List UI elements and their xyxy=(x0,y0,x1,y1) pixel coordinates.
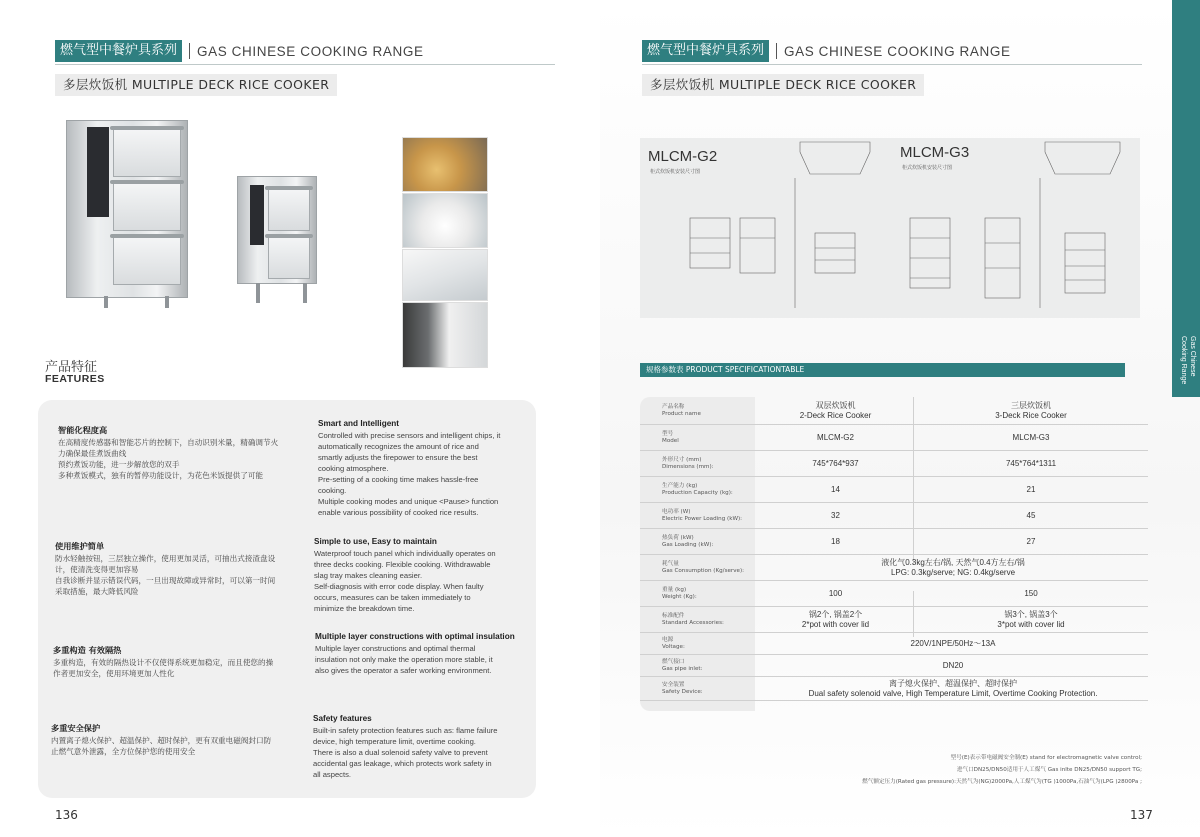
wheat-photo xyxy=(402,137,488,192)
spec-label-cn: 型号 xyxy=(662,430,674,437)
feature-line: 在高精度传感器和智能芯片的控制下，自动识别米量，精确调节火 xyxy=(58,438,279,447)
spec-row xyxy=(640,607,1148,633)
section-header xyxy=(642,40,1011,62)
drawing-sketch xyxy=(640,138,1140,318)
feature-line: Multiple layer constructions and optimal thermal xyxy=(315,644,476,653)
note-line: 进气口DN25/DN50适用于人工煤气 Gas inlte DN25/DN50 support TG; xyxy=(956,767,1142,773)
header-rule xyxy=(642,64,1142,65)
feature-en-smart xyxy=(318,418,518,518)
spec-value-shared: 离子熄火保护、超温保护、超时保护 Dual safety solenoid valve, High Temperature Limit, Overtime Cooking Protection. xyxy=(808,679,1098,698)
feature-line: 止燃气意外泄露，全方位保护您的使用安全 xyxy=(51,747,196,756)
header-title-cn: 燃气型中餐炉具系列 xyxy=(55,40,182,62)
spec-label-en: Electric Power Loading (kW): xyxy=(662,516,743,522)
spec-row xyxy=(640,633,1148,655)
spec-label-en: Gas Loading (kW): xyxy=(662,542,714,548)
feature-line: 预约煮饭功能，进一步解放您的双手 xyxy=(58,460,180,469)
spec-row xyxy=(640,397,1148,425)
spec-label xyxy=(662,483,733,498)
page-number-right: 137 xyxy=(1130,808,1153,822)
drawing-model-g3: MLCM-G3 xyxy=(900,144,970,161)
spec-label-cn: 热负荷 (kW) xyxy=(662,534,694,541)
feature-line: Self-diagnosis with error code display. When faulty xyxy=(314,582,484,591)
spec-value-g2: 锅2个, 锅盖2个 2*pot with cover lid xyxy=(801,610,870,629)
installation-drawing xyxy=(640,138,1140,318)
cooker-interior-photo xyxy=(402,302,488,368)
spec-label-en: Gas Consumption (Kg/serve): xyxy=(662,568,745,574)
spec-value-g2: MLCM-G2 xyxy=(817,433,854,442)
spec-label-cn: 外形尺寸 (mm) xyxy=(662,456,702,463)
control-panel xyxy=(87,127,109,217)
feature-line: Pre-setting of a cooking time makes hassle-free xyxy=(318,475,479,484)
subtitle: 多层炊饭机 MULTIPLE DECK RICE COOKER xyxy=(55,74,337,96)
spec-label-en: Product name xyxy=(662,411,701,417)
spec-row xyxy=(640,503,1148,529)
feature-line: 多种煮饭模式，独有的暂停功能设计，为花色米饭提供了可能 xyxy=(58,471,264,480)
spec-label xyxy=(662,637,685,652)
feature-title: Safety features xyxy=(313,714,372,723)
feature-line: automatically recognizes the amount of rice and xyxy=(318,442,479,451)
spec-label xyxy=(662,659,703,674)
spec-label-cn: 产品名称 xyxy=(662,403,685,410)
header-rule xyxy=(55,64,555,65)
spec-value-g2: 745*764*937 xyxy=(812,459,859,468)
spec-row xyxy=(640,477,1148,503)
two-deck-cooker-photo xyxy=(237,176,317,284)
header-divider xyxy=(776,43,777,59)
spec-label xyxy=(662,535,713,550)
spec-value-g3: 27 xyxy=(1026,537,1036,546)
spec-row xyxy=(640,555,1148,581)
feature-en-simple xyxy=(314,536,519,614)
drawing-caption-g3: 柜式炊饭机安装尺寸图 xyxy=(902,165,953,171)
feature-line: 自我诊断并显示错误代码，一旦出现故障或异常时，可以第一时间 xyxy=(55,576,276,585)
feature-line: Controlled with precise sensors and intelligent chips, it xyxy=(318,431,501,440)
spec-label-cn: 电功率 (W) xyxy=(662,508,691,515)
spec-value-shared: 220V/1NPE/50Hz～13A xyxy=(910,639,996,648)
control-panel xyxy=(250,185,264,245)
feature-line: 计，使清洗变得更加容易 xyxy=(55,565,139,574)
spec-value-g2: 100 xyxy=(828,589,843,598)
feature-line: 采取措施，最大降低风险 xyxy=(55,587,139,596)
section-header xyxy=(55,40,424,62)
deck-drawer xyxy=(113,127,181,177)
spec-label-cn: 燃气接口 xyxy=(662,658,685,665)
spec-label-cn: 电源 xyxy=(662,636,674,643)
feature-line: There is also a dual solenoid safety valve to prevent xyxy=(313,748,488,757)
spec-label-en: Voltage: xyxy=(662,644,685,650)
spec-table-title: 规格参数表 PRODUCT SPECIFICATIONTABLE xyxy=(640,363,1125,377)
spec-label xyxy=(662,561,744,576)
header-title-cn: 燃气型中餐炉具系列 xyxy=(642,40,769,62)
spec-value-shared: DN20 xyxy=(942,661,964,670)
spec-value-shared: 液化气0.3kg左右/锅, 天然气0.4方左右/锅 LPG: 0.3kg/serve; NG: 0.4kg/serve xyxy=(881,558,1025,577)
spec-label-cn: 标准配件 xyxy=(662,612,685,619)
header-divider xyxy=(189,43,190,59)
spec-notes xyxy=(862,752,1142,788)
feature-line: Multiple cooking modes and unique <Pause> function xyxy=(318,497,499,506)
spec-label xyxy=(662,587,697,602)
spec-row xyxy=(640,581,1148,607)
spec-row xyxy=(640,425,1148,451)
feature-line: three decks cooking. Flexible cooking. Withdrawable xyxy=(314,560,491,569)
feature-line: Built-in safety protection features such as: flame failure xyxy=(313,726,498,735)
spec-label xyxy=(662,431,679,446)
machine-leg xyxy=(303,283,307,303)
feature-line: smartly adjusts the firepower to ensure the best xyxy=(318,453,478,462)
feature-line: enable various possibility of cooked rice results. xyxy=(318,508,479,517)
spec-value-g2: 32 xyxy=(831,511,840,520)
deck-drawer xyxy=(113,235,181,285)
page-number-left: 136 xyxy=(55,808,78,822)
feature-line: insulation not only make the operation more stable, it xyxy=(315,655,493,664)
feature-en-multilayer xyxy=(315,631,520,676)
spec-value-g3: MLCM-G3 xyxy=(1012,433,1050,442)
feature-title: 使用维护简单 xyxy=(55,541,105,551)
feature-line: accidental gas leakage, which protects work safety in xyxy=(313,759,492,768)
feature-line: slag tray makes cleaning easier. xyxy=(314,571,423,580)
spec-value-g3: 三层炊饭机 3-Deck Rice Cooker xyxy=(995,401,1067,420)
feature-title: 多重安全保护 xyxy=(51,723,101,733)
spec-label-en: Dimensions (mm): xyxy=(662,464,714,470)
feature-cn-simple xyxy=(55,541,295,597)
note-line: 燃气额定压力(Rated gas pressure):天然气为(NG)2000Pa,人工煤气为(TG )1000Pa,石油气为(LPG )2800Pa ; xyxy=(862,779,1142,785)
feature-line: 作者更加安全，使用环境更加人性化 xyxy=(53,669,175,678)
machine-leg xyxy=(104,296,108,308)
feature-line: cooking. xyxy=(318,486,347,495)
note-line: 型号(E)表示带电磁阀安全制(E) stand for electromagnetic valve control; xyxy=(950,755,1142,761)
feature-cn-safety xyxy=(51,723,291,757)
feature-line: Waterproof touch panel which individually operates on xyxy=(314,549,496,558)
feature-title: Smart and Intelligent xyxy=(318,419,399,428)
deck-drawer xyxy=(113,181,181,231)
header-title-en: GAS CHINESE COOKING RANGE xyxy=(784,43,1011,59)
spec-table xyxy=(640,397,1148,711)
feature-line: also gives the operator a safer working environment. xyxy=(315,666,492,675)
three-deck-cooker-photo xyxy=(66,120,188,298)
drawing-caption-g2: 柜式炊饭机安装尺寸图 xyxy=(650,169,701,175)
spec-label xyxy=(662,682,703,697)
spec-row xyxy=(640,451,1148,477)
feature-title: Simple to use, Easy to maintain xyxy=(314,537,437,546)
spec-label-en: Gas pipe inlet: xyxy=(662,666,703,672)
spec-value-g2: 14 xyxy=(831,485,840,494)
spec-label-en: Production Capacity (kg): xyxy=(662,490,733,496)
deck-drawer xyxy=(268,235,310,279)
feature-line: minimize the breakdown time. xyxy=(314,604,415,613)
side-tab-label: Gas Chinese Cooking Range xyxy=(1180,336,1196,385)
feature-title: 智能化程度高 xyxy=(58,425,108,435)
deck-drawer xyxy=(268,187,310,231)
spec-value-g2: 双层炊饭机 2-Deck Rice Cooker xyxy=(799,401,872,420)
features-panel xyxy=(38,400,536,798)
spec-value-g3: 150 xyxy=(1024,589,1038,598)
feature-cn-multilayer xyxy=(53,645,293,679)
feature-line: all aspects. xyxy=(313,770,351,779)
feature-cn-smart xyxy=(58,425,298,481)
spec-value-g3: 21 xyxy=(1026,485,1036,494)
right-page xyxy=(600,0,1200,837)
spec-label xyxy=(662,404,701,419)
feature-line: 力确保最佳煮饭曲线 xyxy=(58,449,127,458)
spec-label-cn: 安全装置 xyxy=(662,681,685,688)
spec-label-en: Safety Device: xyxy=(662,689,703,695)
drawing-model-g2: MLCM-G2 xyxy=(648,148,718,165)
spec-label-en: Weight (Kg): xyxy=(662,594,697,600)
spec-label-cn: 重量 (kg) xyxy=(662,586,687,593)
spec-label-cn: 耗气量 xyxy=(662,560,679,567)
feature-line: 多重构造，有效的隔热设计不仅使得系统更加稳定，而且使您的操 xyxy=(53,658,274,667)
spec-value-g2: 18 xyxy=(831,537,840,546)
feature-line: 防水轻触按钮，三层独立操作，使用更加灵活，可抽出式接渣盘设 xyxy=(55,554,276,563)
spec-label-en: Standard Accessories: xyxy=(662,620,724,626)
subtitle: 多层炊饭机 MULTIPLE DECK RICE COOKER xyxy=(642,74,924,96)
features-title-en: FEATURES xyxy=(45,373,105,385)
feature-line: device, high temperature limit, overtime cooking. xyxy=(313,737,476,746)
spec-value-g3: 745*764*1311 xyxy=(1005,459,1057,468)
spec-value-g3: 45 xyxy=(1026,511,1036,520)
spec-row xyxy=(640,655,1148,677)
feature-en-safety xyxy=(313,713,523,780)
machine-leg xyxy=(165,296,169,308)
machine-leg xyxy=(256,283,260,303)
spec-label xyxy=(662,457,714,472)
feature-title: 多重构造 有效隔热 xyxy=(53,645,122,655)
spec-label-en: Model xyxy=(662,438,679,444)
spec-label xyxy=(662,509,742,524)
spec-value-g3: 锅3个, 锅盖3个 3*pot with cover lid xyxy=(997,610,1065,629)
spec-row xyxy=(640,677,1148,701)
feature-line: 内置离子熄火保护、超温保护、超时保护，更有双重电磁阀封口防 xyxy=(51,736,272,745)
rice-tray-photo xyxy=(402,249,488,301)
features-title-cn: 产品特征 xyxy=(45,360,98,375)
feature-line: occurs, measures can be taken immediately to xyxy=(314,593,471,602)
header-title-en: GAS CHINESE COOKING RANGE xyxy=(197,43,424,59)
rice-photo xyxy=(402,193,488,248)
feature-line: cooking atmosphere. xyxy=(318,464,389,473)
spec-label-cn: 生产能力 (kg) xyxy=(662,482,698,489)
spec-label xyxy=(662,613,724,628)
feature-title: Multiple layer constructions with optimal insulation xyxy=(315,632,515,641)
spec-row xyxy=(640,529,1148,555)
